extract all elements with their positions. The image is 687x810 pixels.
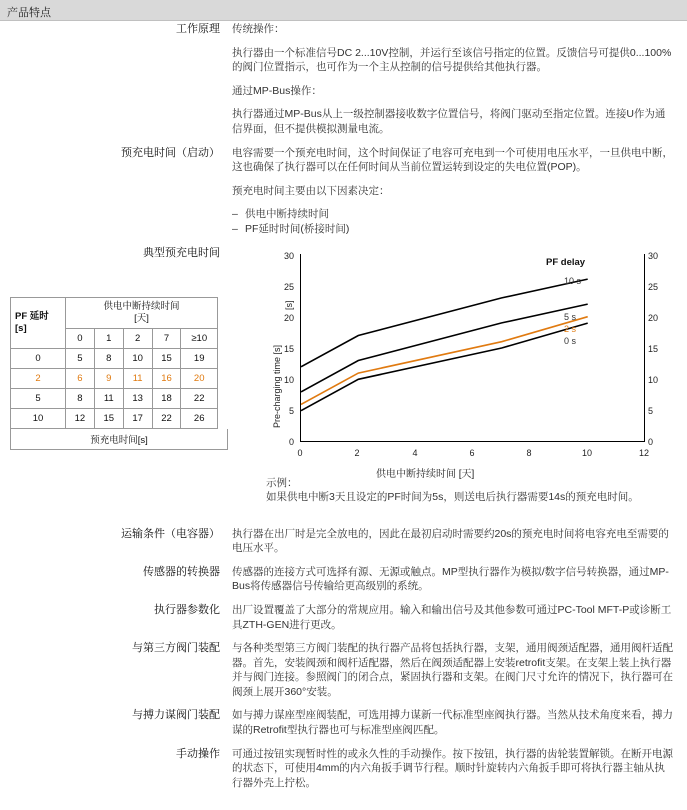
section-label: 典型预充电时间 — [143, 246, 220, 259]
section-label: 手动操作 — [176, 747, 220, 760]
section-label: 工作原理 — [176, 23, 220, 35]
list-item: – PF延时时间(桥接时间) — [232, 222, 673, 237]
y-tick-left: 25 — [283, 281, 294, 292]
table-cell: 9 — [94, 369, 123, 389]
section-content — [232, 641, 687, 699]
section-transport-condition — [0, 527, 687, 556]
table-cell: 11 — [94, 389, 123, 409]
row-header: 10 — [11, 409, 66, 429]
paragraph: 电容需要一个预充电时间，这个时间保证了电容可充电到一个可使用电压水平，一旦供电中断，这也确保了执行器可以在任何时间从当前位置运转到设定的失电位置(POP)。 — [232, 146, 673, 174]
table-cell: 15 — [94, 409, 123, 429]
x-axis-label: 供电中断持续时间 [天] — [376, 468, 475, 480]
y-tick-right: 10 — [648, 374, 659, 385]
y-tick-left: 20 — [283, 312, 294, 323]
y-tick-left: 30 — [283, 250, 294, 261]
chart-series-svg — [301, 254, 645, 442]
table-cell: 10 — [123, 349, 152, 369]
row-header: 0 — [11, 349, 66, 369]
factor-list — [232, 207, 673, 236]
y-axis-unit: [s] — [284, 300, 294, 310]
pf-delay-table — [10, 297, 228, 450]
chart-example — [266, 476, 682, 505]
table-cell: 22 — [152, 409, 181, 429]
table-cell: 5 — [66, 349, 95, 369]
section-content — [232, 22, 687, 137]
legend-entry-0s: 0 s — [564, 335, 577, 346]
x-tick: 4 — [412, 447, 418, 458]
table-cell: 18 — [152, 389, 181, 409]
table-row — [11, 298, 218, 329]
x-tick: 8 — [526, 447, 532, 458]
pf-table-caption: 预充电时间[s] — [10, 429, 228, 450]
pf-table — [10, 297, 218, 429]
column-header: 1 — [94, 329, 123, 349]
y-tick-right: 30 — [648, 250, 659, 261]
table-row — [11, 389, 218, 409]
y-tick-left: 15 — [283, 343, 294, 354]
table-corner-header — [11, 298, 66, 349]
section-sensor-converter — [0, 565, 687, 594]
x-tick: 12 — [638, 447, 649, 458]
chart-plot-area — [300, 254, 644, 442]
y-tick-left: 0 — [288, 436, 294, 447]
table-cell: 16 — [152, 369, 181, 389]
table-row — [11, 349, 218, 369]
section-content — [232, 146, 687, 237]
table-group-header — [66, 298, 218, 329]
corner-line-1: PF 延时 — [15, 311, 49, 322]
group-header-line-2: [天] — [134, 313, 149, 324]
paragraph: 如与搏力谋座型座阀装配，可选用搏力谋新一代标准型座阀执行器。当然从技术角度来看，搏力谋的Retrofit型执行器也可与标准型座阀匹配。 — [232, 709, 673, 737]
x-tick: 10 — [581, 447, 592, 458]
section-precharge-time — [0, 146, 687, 237]
section-content — [232, 747, 687, 791]
section-belimo-valve — [0, 708, 687, 737]
paragraph: 通过MP-Bus操作： — [232, 84, 322, 97]
page-title: 产品特点 — [7, 7, 51, 19]
table-cell: 11 — [123, 369, 152, 389]
table-cell: 26 — [181, 409, 218, 429]
column-header: 7 — [152, 329, 181, 349]
column-header: 2 — [123, 329, 152, 349]
y-tick-right: 5 — [648, 405, 654, 416]
y-tick-right: 15 — [648, 343, 659, 354]
legend-entry-2s: 2 s — [564, 323, 577, 334]
paragraph: 与各种类型第三方阀门装配的执行器产品将包括执行器，支架，通用阀颈适配器，通用阀杆适配器。首先，安装阀颈和阀杆适配器，然后在阀颈适配器上安装retrofit支架。在支架上装上执行器并与阀门连接。参照阀门的闭合点，紧固执行器和支架。在阀门尺寸允许的情况下，执行器可在阀颈上展开360°安装。 — [232, 642, 673, 698]
paragraph: 传统操作： — [232, 23, 285, 35]
y-tick-right: 0 — [648, 436, 654, 447]
paragraph: 传感器的连接方式可选择有源、无源或触点。MP型执行器作为模拟/数字信号转换器，通过MP-Bus将传感器信号传输给更高级别的系统。 — [232, 565, 669, 593]
section-third-party-valve — [0, 641, 687, 699]
corner-line-2: [s] — [15, 323, 27, 334]
section-manual-operation — [0, 747, 687, 791]
section-actuator-parameterization — [0, 603, 687, 632]
table-cell: 17 — [123, 409, 152, 429]
section-content — [232, 708, 687, 737]
section-label: 执行器参数化 — [154, 603, 220, 616]
x-tick: 6 — [469, 447, 475, 458]
legend-title: PF delay — [546, 256, 586, 268]
table-cell: 8 — [94, 349, 123, 369]
column-header: ≥10 — [181, 329, 218, 349]
example-title: 示例： — [266, 476, 298, 489]
section-label: 传感器的转换器 — [143, 565, 220, 578]
table-row — [11, 369, 218, 389]
section-label: 与第三方阀门装配 — [132, 642, 220, 655]
example-text: 如果供电中断3天且设定的PF时间为5s，则送电后执行器需要14s的预充电时间。 — [266, 491, 639, 504]
section-label: 运输条件（电容器） — [121, 527, 220, 540]
chart-canvas — [266, 250, 659, 480]
y-tick-left: 10 — [283, 374, 294, 385]
section-content — [232, 527, 687, 556]
section-working-principle — [0, 22, 687, 137]
page-header-bar — [0, 0, 687, 21]
table-cell: 6 — [66, 369, 95, 389]
paragraph: 执行器由一个标准信号DC 2...10V控制，并运行至该信号指定的位置。反馈信号可提供0...100%的阀门位置指示，也可作为一个主从控制的信号提供给其他执行器。 — [232, 46, 672, 74]
series-line-0s — [301, 323, 588, 411]
chart-legend — [546, 256, 638, 273]
column-header: 0 — [66, 329, 95, 349]
paragraph: 执行器通过MP-Bus从上一级控制器接收数字位置信号，将阀门驱动至指定位置。连接U作为通信界面，但不提供模拟测量电流。 — [232, 108, 666, 135]
legend-entry-10s: 10 s — [564, 275, 582, 286]
table-row — [11, 409, 218, 429]
section-content — [232, 603, 687, 632]
series-line-5s — [301, 304, 588, 392]
group-header-line-1: 供电中断持续时间 — [103, 301, 180, 312]
paragraph: 执行器在出厂时是完全放电的，因此在最初启动时需要约20s的预充电时间将电容充电至需要的电压水平。 — [232, 527, 669, 555]
section-label: 预充电时间（启动） — [121, 146, 220, 159]
y-tick-right: 20 — [648, 312, 659, 323]
table-cell: 13 — [123, 389, 152, 409]
row-header: 2 — [11, 369, 66, 389]
paragraph: 预充电时间主要由以下因素决定： — [232, 184, 390, 197]
paragraph: 出厂设置覆盖了大部分的常规应用。输入和输出信号及其他参数可通过PC-Tool MFT-P或诊断工具ZTH-GEN进行更改。 — [232, 603, 672, 631]
paragraph: 可通过按钮实现暂时性的或永久性的手动操作。按下按钮，执行器的齿轮装置解锁。在断开电源的状态下，可使用4mm的内六角扳手调节行程。顺时针旋转内六角扳手即可将执行器主轴从执行器外壳上拧松。 — [232, 747, 673, 789]
table-cell: 22 — [181, 389, 218, 409]
section-label: 与搏力谋阀门装配 — [132, 709, 220, 722]
table-cell: 20 — [181, 369, 218, 389]
section-content — [232, 246, 687, 518]
legend-entry-5s: 5 s — [564, 311, 577, 322]
row-header: 5 — [11, 389, 66, 409]
table-cell: 15 — [152, 349, 181, 369]
x-tick: 0 — [297, 447, 303, 458]
y-axis-label: Pre-charging time [s] — [272, 344, 282, 428]
section-content — [232, 565, 687, 594]
y-tick-right: 25 — [648, 281, 659, 292]
y-tick-left: 5 — [288, 405, 294, 416]
list-item: – 供电中断持续时间 — [232, 207, 673, 222]
x-tick: 2 — [354, 447, 360, 458]
table-cell: 19 — [181, 349, 218, 369]
table-cell: 12 — [66, 409, 95, 429]
precharge-chart — [232, 246, 687, 506]
table-cell: 8 — [66, 389, 95, 409]
